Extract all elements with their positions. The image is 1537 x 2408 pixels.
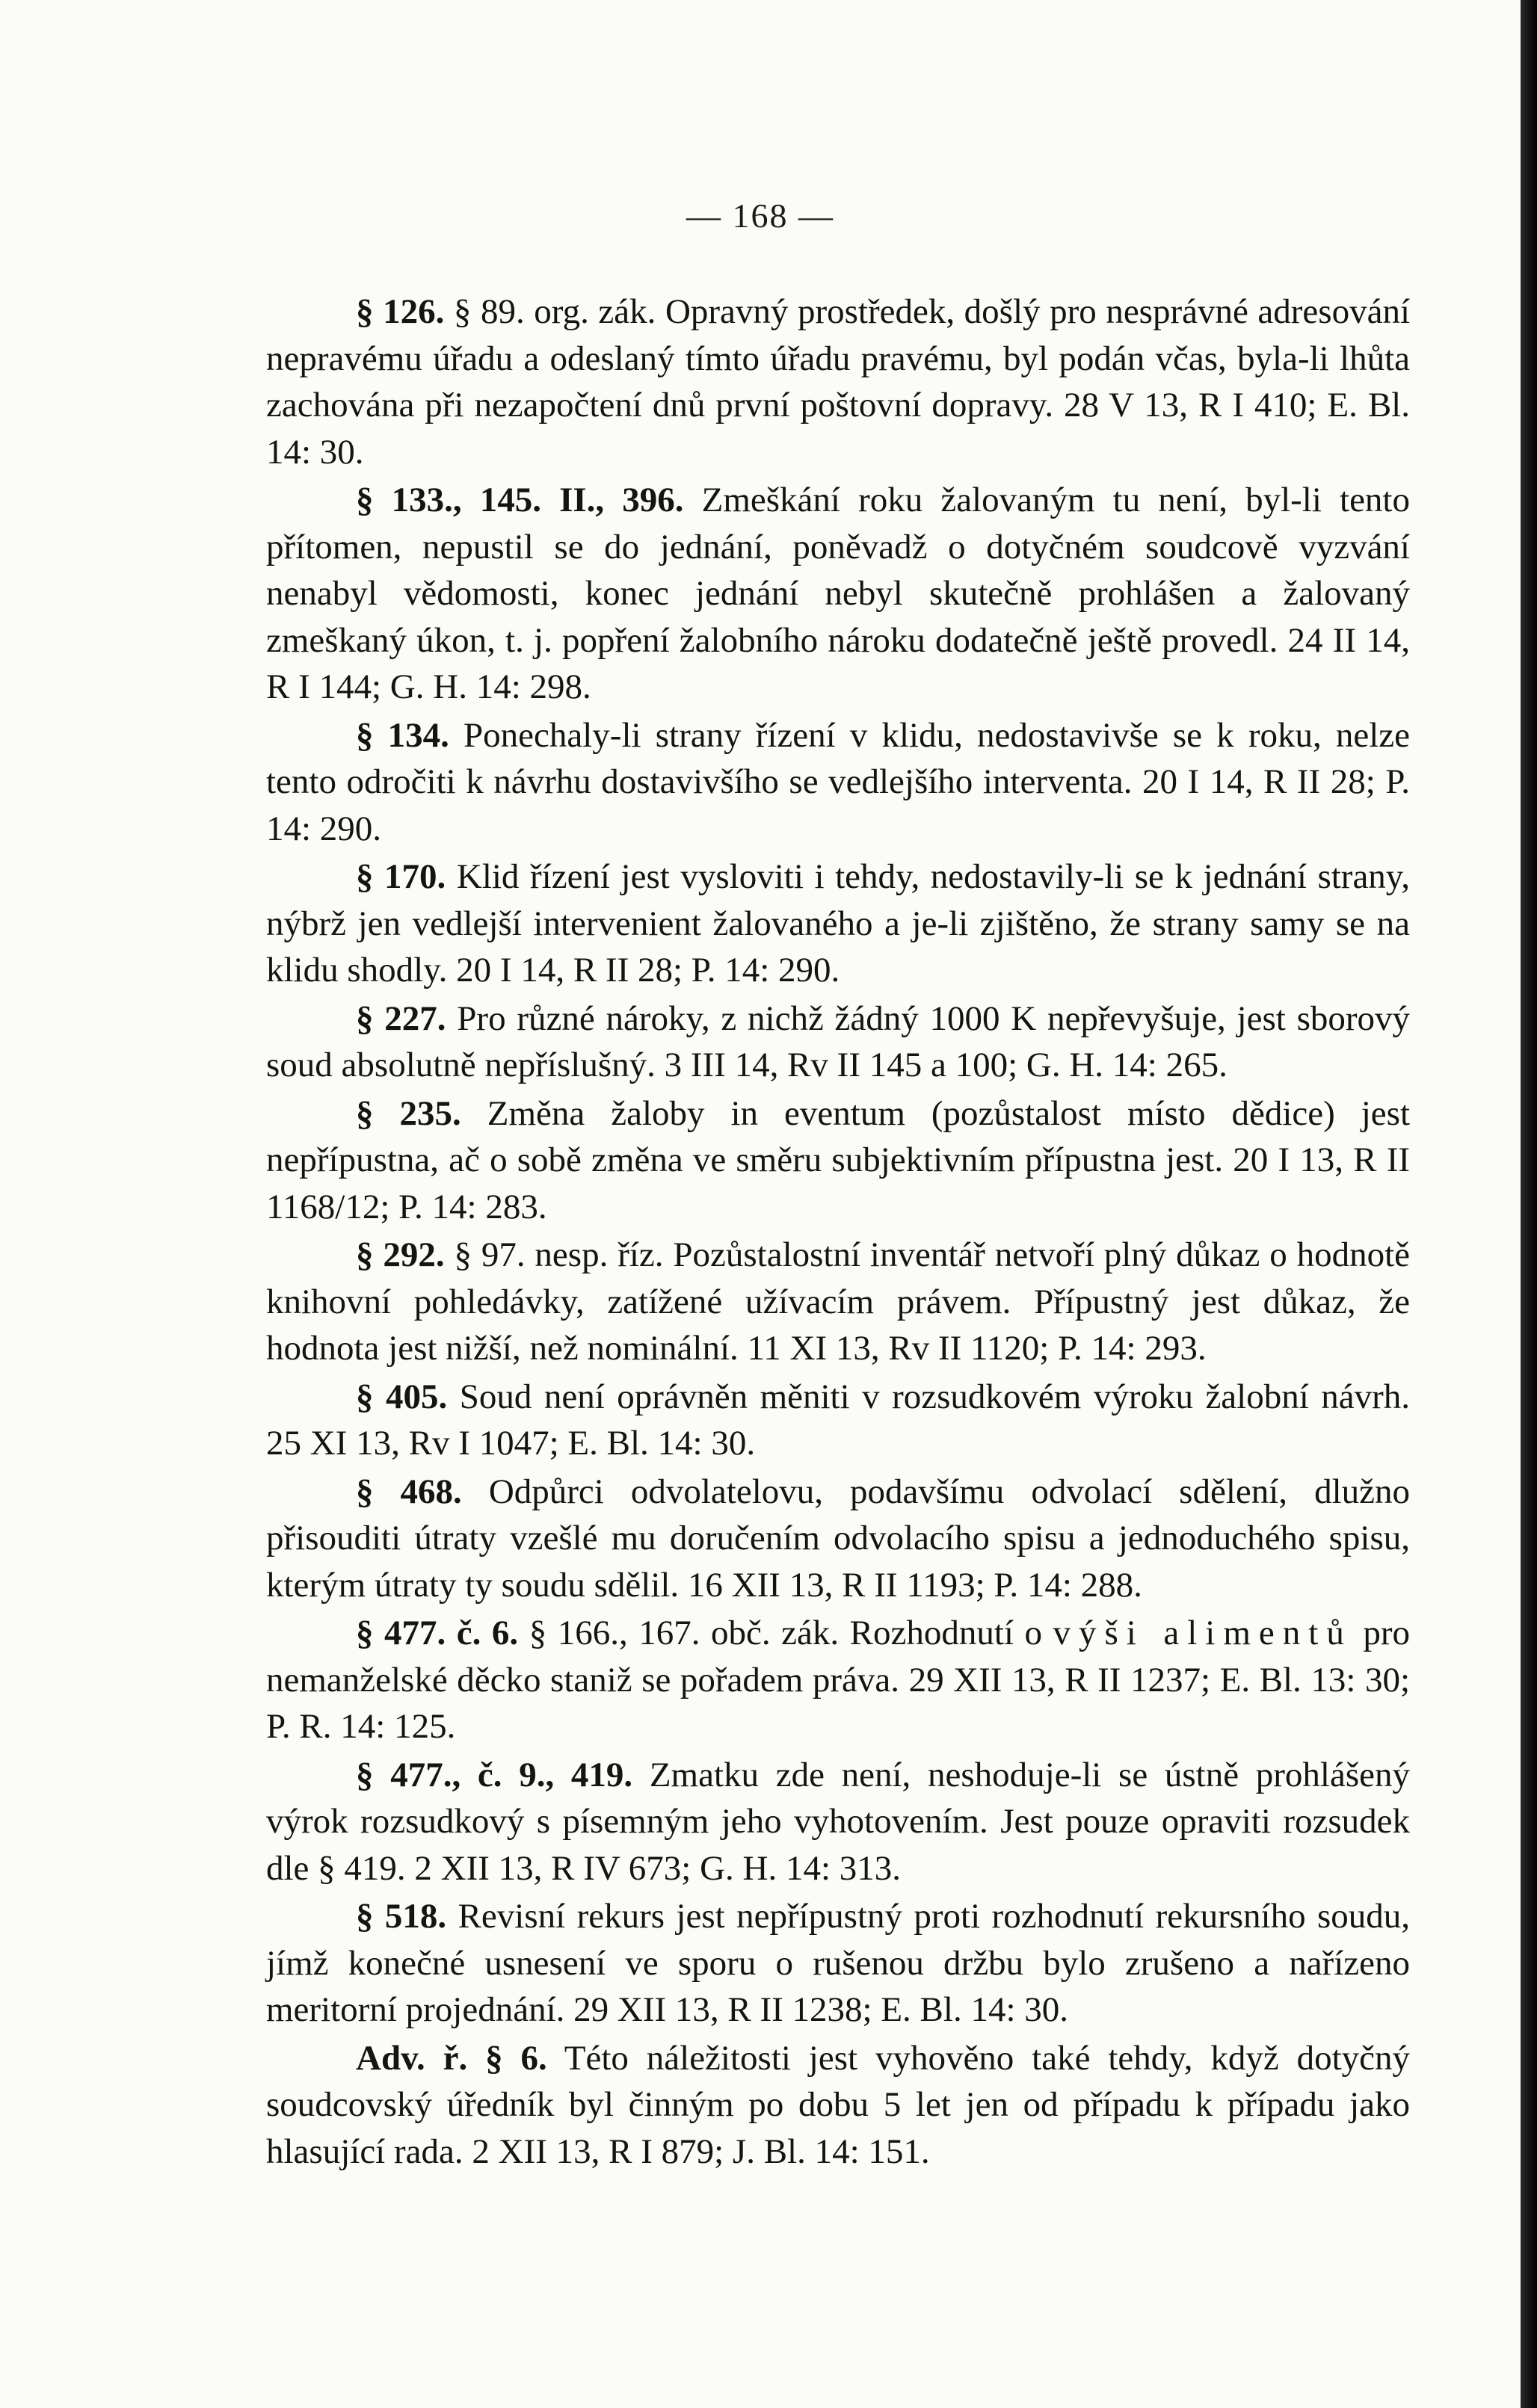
entry-text: Zmatku zde není, neshoduje-li se ústně prohlášený výrok rozsudkový s písemným jeho vyhotovením. Jest pouze opraviti rozsudek dle § 419. 2 XII 13, R IV 673; G. H. 14: 313. [266, 1755, 1411, 1888]
entry-405 [266, 1374, 1410, 1467]
entry-ref: § 126. [356, 292, 445, 331]
entry-ref: § 133., 145. II., 396. [356, 481, 684, 519]
entry-ref: § 468. [356, 1472, 462, 1511]
entry-text: Zmeškání roku žalovaným tu není, byl-li tento přítomen, nepustil se do jednání, poněvadž o dotyčném soudcově vyzvání nenabyl vědomosti, konec jednání nebyl skutečně prohlášen a žalovaný zmeškaný úkon, t. j. popření žalobního nároku dodatečně ještě provedl. 24 II 14, R I 144; G. H. 14: 298. [266, 481, 1410, 706]
entry-text: Soud není oprávněn měniti v rozsudkovém výroku žalobní návrh. 25 XI 13, Rv I 1047; E. Bl. 14: 30. [266, 1377, 1411, 1463]
entry-477-6 [266, 1610, 1410, 1750]
entry-ref: Adv. ř. § 6. [356, 2038, 547, 2078]
entry-ref: § 477., č. 9., 419. [356, 1755, 633, 1794]
entry-468 [266, 1469, 1410, 1609]
entry-text: Odpůrci odvolatelovu, podavšímu odvolací sdělení, dlužno přisouditi útraty vzešlé mu doručením odvolacího spisu a jednoduchého spisu, kterým útraty ty soudu sdělil. 16 XII 13, R II 1193; P. 14: 288. [266, 1472, 1411, 1605]
entry-text: Ponechaly-li strany řízení v klidu, nedostavivše se k roku, nelze tento odročiti k návrhu dostavivšího se vedlejšího interventa. 20 I 14, R II 28; P. 14: 290. [266, 715, 1410, 848]
page-body [266, 288, 1410, 2176]
entry-ref: § 170. [356, 857, 446, 896]
entry-518 [266, 1893, 1410, 2034]
entry-text: Klid řízení jest vysloviti i tehdy, nedostavily-li se k jednání strany, nýbrž jen vedlejší intervenient žalovaného a je-li zjištěno, že strany samy se na klidu shodly. 20 I 14, R II 28; P. 14: 290. [266, 857, 1411, 990]
entry-134 [266, 712, 1410, 853]
entry-133 [266, 477, 1410, 711]
entry-ref: § 518. [356, 1897, 447, 1936]
entry-text: Změna žaloby in eventum (pozůstalost místo dědice) jest nepřípustna, ač o sobě změna ve směru subjektivním přípustna jest. 20 I 13, R II 1168/12; P. 14: 283. [266, 1093, 1411, 1226]
entry-text: Této náležitosti jest vyhověno také tehdy, když dotyčný soudcovský úředník byl činným po dobu 5 let jen od případu k případu jako hlasující rada. 2 XII 13, R I 879; J. Bl. 14: 151. [266, 2038, 1410, 2171]
entry-ref: § 292. [356, 1235, 445, 1274]
entry-text: § 166., 167. obč. zák. Rozhodnutí o [529, 1614, 1053, 1652]
entry-text: pro nemanželské děcko staniž se pořadem práva. 29 XII 13, R II 1237; E. Bl. 13: 30; P. R. 14: 125. [266, 1614, 1410, 1746]
entry-ref: § 134. [356, 715, 449, 755]
entry-text: Revisní rekurs jest nepřípustný proti rozhodnutí rekursního soudu, jímž konečné usnesení ve sporu o rušenou držbu bylo zrušeno a nařízeno meritorní projednání. 29 XII 13, R II 1238; E. Bl. 14: 30. [266, 1897, 1411, 2029]
entry-ref: § 405. [356, 1377, 448, 1416]
entry-text: § 89. org. zák. Opravný prostředek, došlý pro nesprávné adresování nepravému úřadu a odeslaný tímto úřadu pravému, byl podán včas, byla-li lhůta zachována při nezapočtení dnů první poštovní dopravy. 28 V 13, R I 410; E. Bl. 14: 30. [266, 292, 1411, 472]
entry-292 [266, 1232, 1410, 1372]
entry-170 [266, 853, 1410, 994]
entry-adv-6 [266, 2035, 1410, 2176]
page-number: — 168 — [686, 197, 834, 235]
scan-edge [1521, 0, 1537, 2408]
spaced-emphasis: výši alimentů [1053, 1614, 1352, 1652]
entry-227 [266, 995, 1410, 1089]
entry-235 [266, 1090, 1410, 1231]
entry-126 [266, 288, 1410, 475]
entry-ref: § 477. č. 6. [356, 1614, 519, 1652]
entry-477-9 [266, 1752, 1410, 1892]
entry-ref: § 235. [356, 1093, 461, 1133]
entry-ref: § 227. [356, 998, 446, 1038]
entry-text: § 97. nesp. říz. Pozůstalostní inventář netvoří plný důkaz o hodnotě knihovní pohledávky, zatížené užívacím právem. Přípustný jest důkaz, že hodnota jest nižší, než nominální. 11 XI 13, Rv II 1120; P. 14: 293. [266, 1235, 1410, 1368]
entry-text: Pro různé nároky, z nichž žádný 1000 K nepřevyšuje, jest sborový soud absolutně nepříslušný. 3 III 14, Rv II 145 a 100; G. H. 14: 265. [266, 998, 1411, 1084]
